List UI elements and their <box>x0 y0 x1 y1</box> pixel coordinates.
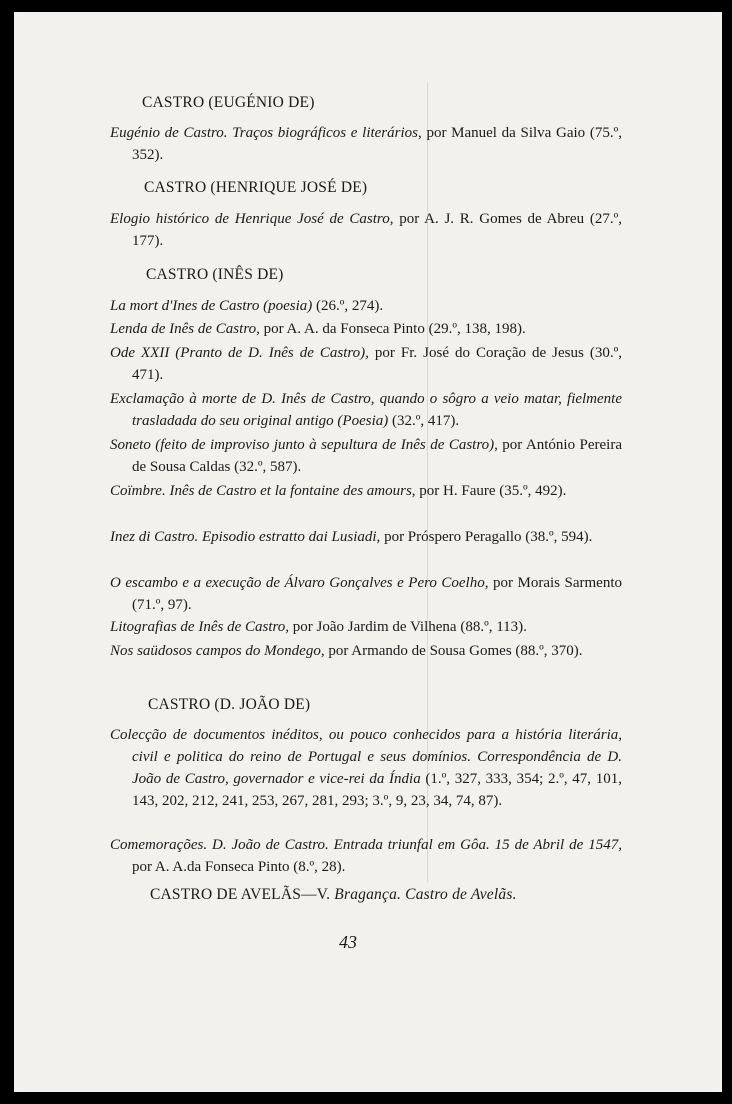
entry-title: Comemorações. D. João de Castro. Entrada triunfal em Gôa. 15 de Abril de 1547, <box>110 837 622 853</box>
entry-title: Exclamação à morte de D. Inês de Castro, quando o sôgro a veio matar, fielmente trasladada do seu original antigo (Poesia) <box>110 391 622 429</box>
section-heading: CASTRO (HENRIQUE JOSÉ DE) <box>144 179 368 196</box>
entry-title: Coïmbre. Inês de Castro et la fontaine des amours, <box>110 483 416 499</box>
crossref-head: CASTRO DE AVELÃS—V. <box>150 886 331 903</box>
entry-title: O escambo e a execução de Álvaro Gonçalves e Pero Coelho, <box>110 575 489 591</box>
entry-details: por A. J. R. Gomes de Abreu (27.º, 177). <box>132 211 622 249</box>
entry-details: por A. A. da Fonseca Pinto (29.º, 138, 198). <box>259 321 526 337</box>
entry-details: (1.º, 327, 333, 354; 2.º, 47, 101, 143, 202, 212, 241, 253, 267, 281, 293; 3.º, 9, 23, 34, 74, 87). <box>132 771 622 809</box>
crossref-target: Bragança. Castro de Avelãs. <box>334 886 517 903</box>
bibliography-entry <box>110 834 622 878</box>
entry-title: Nos saüdosos campos do Mondego, <box>110 643 325 659</box>
page-sheet <box>14 12 722 1092</box>
entry-details: por Armando de Sousa Gomes (88.º, 370). <box>324 643 583 659</box>
bibliography-entry <box>110 572 622 616</box>
entry-title: Ode XXII (Pranto de D. Inês de Castro), <box>110 345 369 361</box>
bibliography-entry <box>110 434 622 478</box>
entry-title: Lenda de Inês de Castro, <box>110 321 260 337</box>
entry-details: (32.º, 417). <box>388 413 460 429</box>
bibliography-entry <box>110 724 622 812</box>
entry-title: Elogio histórico de Henrique José de Castro, <box>110 211 394 227</box>
entry-title: Soneto (feito de improviso junto à sepultura de Inês de Castro), <box>110 437 498 453</box>
bibliography-entry <box>110 342 622 386</box>
bibliography-entry <box>110 295 622 317</box>
bibliography-entry <box>110 526 622 548</box>
bibliography-entry <box>110 388 622 432</box>
entry-details: por Fr. José do Coração de Jesus (30.º, 471). <box>132 345 622 383</box>
entry-details: por João Jardim de Vilhena (88.º, 113). <box>289 619 527 635</box>
entry-details: por Manuel da Silva Gaio (75.º, 352). <box>132 125 622 163</box>
bibliography-entry <box>110 616 622 638</box>
cross-reference <box>150 886 517 904</box>
entry-title: Inez di Castro. Episodio estratto dai Lusiadi, <box>110 529 381 545</box>
bibliography-entry <box>110 480 622 502</box>
entry-details: por A. A.da Fonseca Pinto (8.º, 28). <box>132 859 346 875</box>
bibliography-entry <box>110 208 622 252</box>
entry-title: Litografias de Inês de Castro, <box>110 619 290 635</box>
bibliography-entry <box>110 640 622 662</box>
entry-title: Colecção de documentos inéditos, ou pouco conhecidos para a história literária, civil e politica do reino de Portugal e seus domínios. Correspondência de D. João de Castro, governador e vice-rei da Índia <box>110 727 622 787</box>
entry-details: por Morais Sarmento (71.º, 97). <box>132 575 623 613</box>
entry-details: por H. Faure (35.º, 492). <box>415 483 567 499</box>
bibliography-entry <box>110 318 622 340</box>
section-heading: CASTRO (D. JOÃO DE) <box>148 696 311 713</box>
bibliography-entry <box>110 122 622 166</box>
section-heading: CASTRO (EUGÉNIO DE) <box>142 94 315 111</box>
entry-title: Eugénio de Castro. Traços biográficos e literários, <box>110 125 422 141</box>
entry-details: por António Pereira de Sousa Caldas (32.º, 587). <box>132 437 622 475</box>
page-number: 43 <box>339 932 357 952</box>
entry-details: (26.º, 274). <box>312 298 384 314</box>
entry-details: por Próspero Peragallo (38.º, 594). <box>380 529 593 545</box>
entry-title: La mort d'Ines de Castro (poesia) <box>110 298 313 314</box>
section-heading: CASTRO (INÊS DE) <box>146 266 284 283</box>
